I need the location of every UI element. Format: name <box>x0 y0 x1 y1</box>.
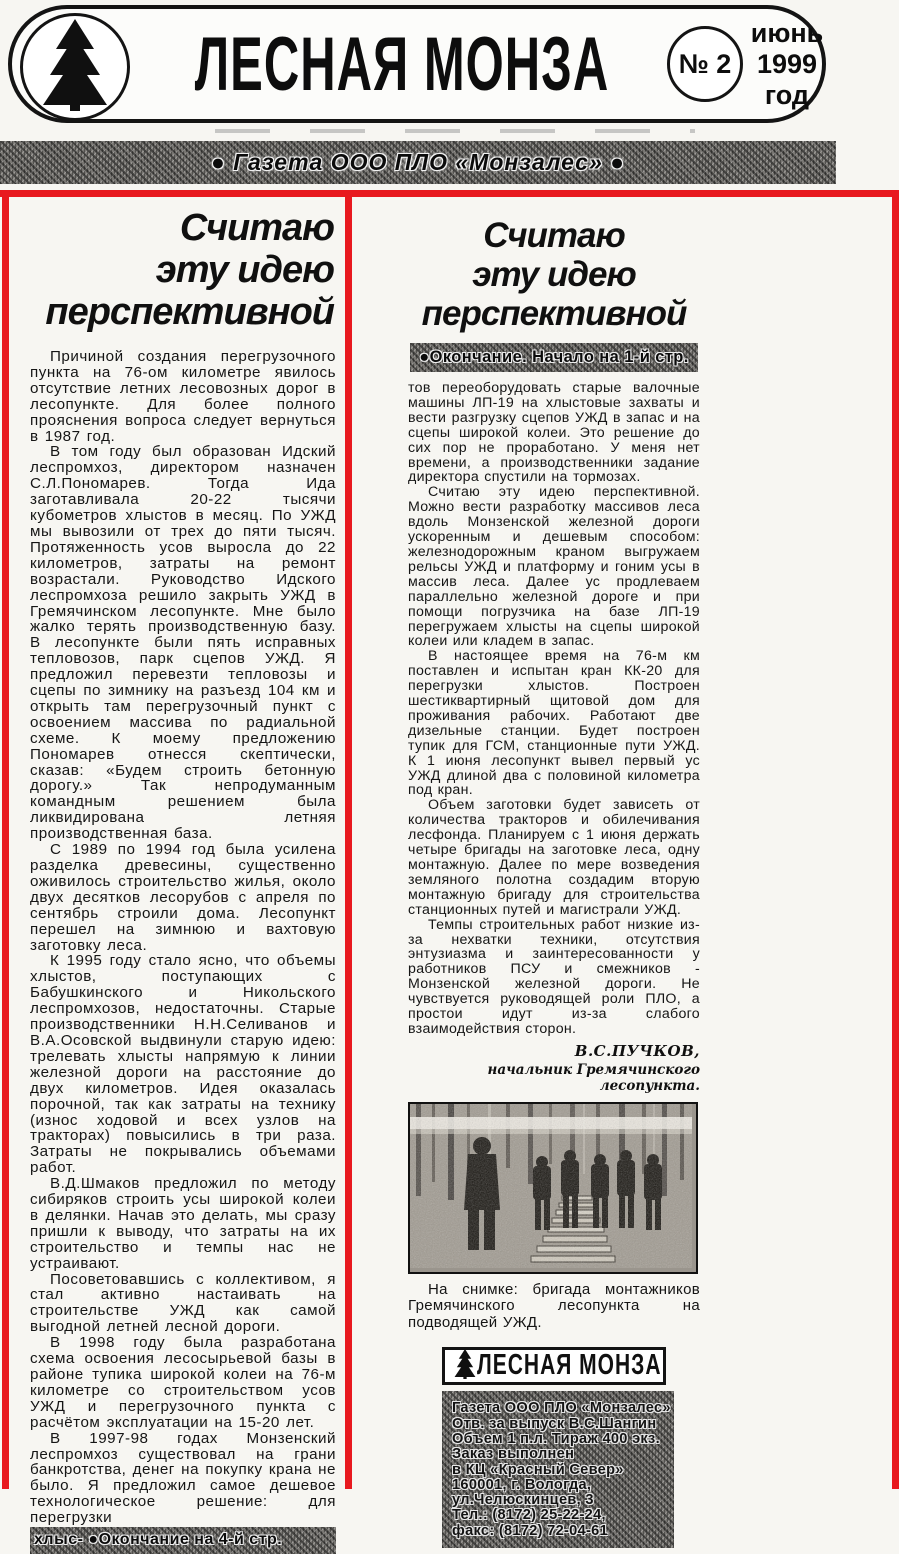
footer-logo-title: ЛЕСНАЯ МОНЗА <box>477 1350 662 1382</box>
photo-caption-text: На снимке: бригада монтажников Гремячинского лесопункта на подводящей УЖД. <box>408 1280 700 1331</box>
article-paragraph: Темпы строительных работ низкие из-за нехватки техники, отсутствия энтузиазма и заинтересованности у работников ПСУ и смежников - Монзенской железной дороги. Не чувствуется руководящей роли ПЛО, а простои идут из-за слабого взаимодействия сторон. <box>408 916 700 1037</box>
imprint-line: Отв. за выпуск В.С.Шангин <box>452 1415 657 1432</box>
article-paragraph: Посоветовавшись с коллективом, я стал активно настаивать на строительстве УЖД как самой выгодной летней лесной дороги. <box>30 1270 336 1336</box>
newspaper-logo <box>20 13 130 121</box>
article-paragraph: С 1989 по 1994 год была усилена разделка древесины, существенно оживилось строительство жилья, около двух десятков лесорубов с апреля по сентябрь строили дома. Лесопункт перешел на зимнюю и вахтовую заготовку леса. <box>30 841 336 954</box>
signature-title: начальник Гремячинского лесопункта. <box>487 1061 700 1094</box>
issue-number-badge: № 2 <box>667 26 743 102</box>
newspaper-title: ЛЕСНАЯ МОНЗА <box>194 23 610 107</box>
article-signature <box>408 1042 700 1094</box>
headline-line: перспективной <box>421 294 687 333</box>
gazette-banner-text: ● Газета ООО ПЛО «Монзалес» ● <box>210 149 626 175</box>
photo-caption <box>408 1282 700 1332</box>
imprint-line: 160001, г. Вологда, <box>452 1476 592 1493</box>
masthead <box>8 5 826 123</box>
imprint-line: Газета ООО ПЛО «Монзалес» <box>452 1400 671 1417</box>
headline-line: эту идею <box>472 255 636 294</box>
imprint-line: факс: (8172) 72-04-61 <box>452 1522 608 1539</box>
signature-name: В.С.ПУЧКОВ, <box>574 1041 700 1060</box>
article-paragraph: Причиной создания перегрузочного пункта на 76-ом километре явилось отсутствие летних лесовозных дорог в лесопункте. Для более полного прояснения вопроса следует вернуться в 1987 год. <box>30 348 336 445</box>
article-column-left <box>30 207 336 1554</box>
article-column-right <box>408 216 700 1548</box>
fir-tree-icon <box>42 19 108 116</box>
issue-date <box>748 18 826 111</box>
article-headline-left <box>30 207 336 333</box>
imprint-box <box>442 1391 674 1548</box>
divider-vertical-center <box>345 190 352 1489</box>
imprint-line: Заказ выполнен <box>452 1446 575 1463</box>
fir-tree-icon <box>453 1349 477 1384</box>
article-body-right <box>408 381 700 1037</box>
article-paragraph: К 1995 году стало ясно, что объемы хлыстов, поступающих с Бабушкинского и Никольского леспромхозов, недостаточны. Старые производственники Н.Н.Селиванов и В.А.Осовской выдвинули старую идею: трелевать хлысты напрямую к линии железной дороги на расстояние до двух километров. Идея оказалась порочной, так как затраты на технику (износ ходовой и всех узлов на тракторах) повысились в три раза. Затраты не покрывались объемами работ. <box>30 952 336 1177</box>
article-paragraph: В.Д.Шмаков предложил по методу сибиряков строить усы широкой колеи в делянки. Начав это делать, мы сразу пришли к выводу, что затраты на их строительство и темпы нас не устраивают. <box>30 1175 336 1272</box>
article-paragraph: тов переоборудовать старые валочные машины ЛП-19 на хлыстовые захваты и вести разгрузку сцепов УЖД в запас и на сцепы широкой колеи. Это решение до сих пор не проработано. У меня нет времени, а производственники задание директора спустили на тормозах. <box>408 380 700 486</box>
headline-line: эту идею <box>155 249 334 291</box>
article-paragraph: Объем заготовки будет зависеть от количества тракторов и обилечивания лесфонда. Планируем с 1 июня держать четыре бригады на заготовке леса, одну монтажную. Далее по мере возведения земляного полотна создадим вторую монтажную бригаду для строительства станционных путей и магистрали УЖД. <box>408 797 700 918</box>
divider-vertical-left <box>2 190 9 1489</box>
divider-horizontal <box>0 190 899 197</box>
article-paragraph: В 1998 году была разработана схема освоения лесосырьевой базы в районе тупика широкой колеи на 76-м километре со строительством усов УЖД и перегрузочного пункта с расчётом эксплуатации на 15-20 лет. <box>30 1334 336 1431</box>
issue-month: июнь <box>750 18 824 48</box>
continuation-notice: хлыс- ●Окончание на 4-й стр. <box>30 1527 336 1554</box>
scan-artifact <box>215 129 695 133</box>
issue-year: 1999 <box>756 49 818 79</box>
article-headline-right <box>408 216 700 333</box>
issue-year-word: год <box>764 80 810 110</box>
headline-line: перспективной <box>45 291 334 333</box>
divider-vertical-right <box>892 190 899 1489</box>
article-paragraph: В настоящее время на 76-м км поставлен и испытан кран КК-20 для перегрузки хлыстов. Построен шестиквартирный щитовой дом для проживания рабочих. Работают две дизельные станции. Будет построен тупик для ГСМ, станционные пути УЖД. К 1 июня лесопункт вывел первый ус УЖД длиной два с половиной километра под кран. <box>408 648 700 799</box>
headline-line: Считаю <box>483 216 625 255</box>
imprint-line: ул.Челюскинцев, 3 <box>452 1492 594 1509</box>
article-paragraph: В 1997-98 годах Монзенский леспромхоз существовал на грани банкротства, денег на покупку крана не было. Я предложил самое дешевое технологическое решение: для перегрузки <box>30 1429 336 1527</box>
photo-image <box>408 1102 698 1274</box>
article-paragraph: В том году был образован Идский леспромхоз, директором назначен С.Л.Пономарев. Тогда Ида заготавливала 20-22 тысячи кубометров хлыстов в месяц. По УЖД мы вывозили от трех до пяти тысяч. Протяженность усов выросла до 22 километров, затраты на ремонт возрастали. Руководство Идского леспромхоза решило закрыть УЖД в Гремячинском лесопункте. Мне было жалко терять производственную базу. В лесопункте были пять исправных тепловозов, парк сцепов УЖД. Я предложил перевезти тепловозы и сцепы по зимнику на разъезд 104 км и открыть там перегрузочный пункт с освоением массива по радиальной схеме. К моему предложению Пономарев отнесся скептически, сказав: «Будем строить бетонную дорогу.» Так непродуманным командным решением была ликвидирована летняя производственная база. <box>30 443 336 843</box>
footer-logo-box <box>442 1347 666 1385</box>
article-body-left <box>30 349 336 1526</box>
imprint-line: Тел.: (8172) 25-22-24, <box>452 1507 606 1524</box>
gazette-banner <box>0 141 836 184</box>
continuation-header: ●Окончание. Начало на 1-й стр. <box>410 343 698 372</box>
article-paragraph: Считаю эту идею перспективной. Можно вести разработку массивов леса вдоль Монзенской железной дороги ускоренным и дешевым способом: железнодорожным краном выгружаем рельсы УЖД и платформу и гоним усы в массив леса. Далее ус продлеваем параллельно железной дороге и при помощи погрузчика на базе ЛП-19 перегружаем хлысты на сцепы широкой колеи или кладем в запас. <box>408 484 700 650</box>
imprint-line: в КЦ «Красный Север» <box>452 1461 624 1478</box>
imprint-line: Объем 1 п.л. Тираж 400 экз. <box>452 1430 660 1447</box>
headline-line: Считаю <box>179 207 334 249</box>
